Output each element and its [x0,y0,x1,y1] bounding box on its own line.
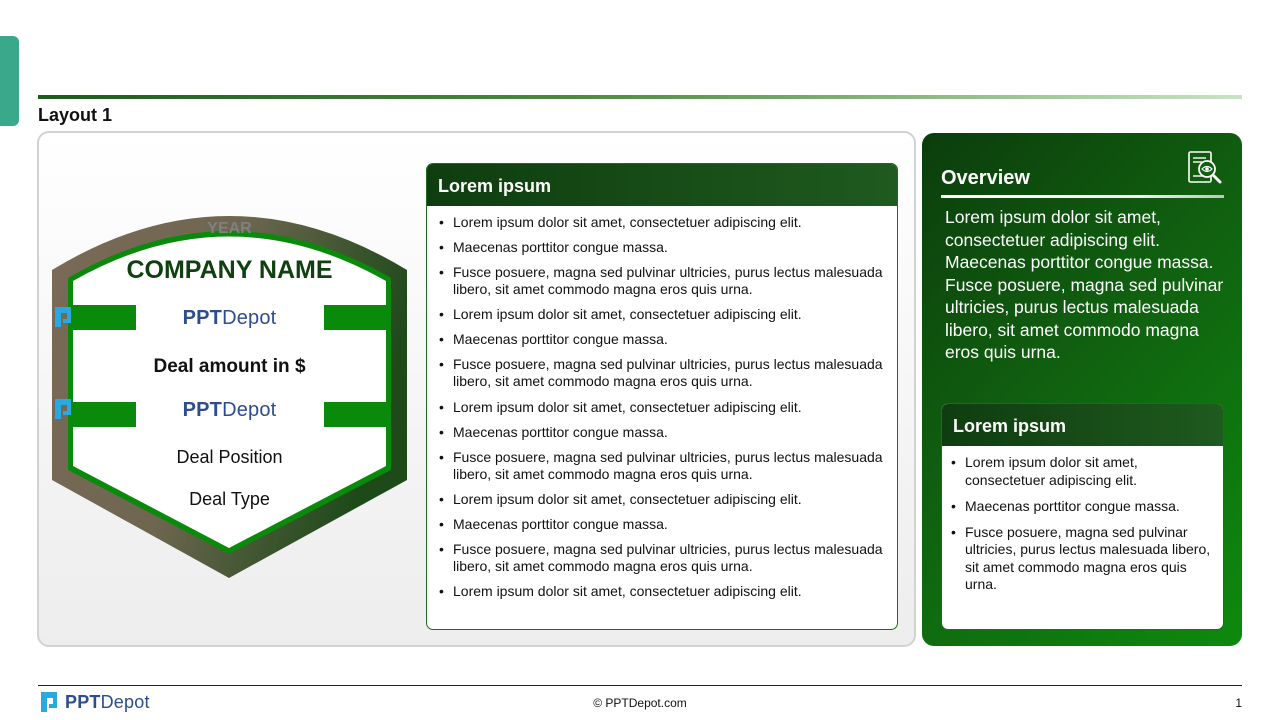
title-divider [38,95,1242,99]
list-item: • Maecenas porttitor congue massa. [951,498,1213,516]
sub-card-bullets [942,446,1223,594]
list-item: • Fusce posuere, magna sed pulvinar ultricies, purus lectus malesuada libero, sit amet commodo magna eros quis urna. [439,356,887,390]
page-number: 1 [1235,696,1242,710]
side-accent-tab [0,36,19,126]
list-item: • Fusce posuere, magna sed pulvinar ultricies, purus lectus malesuada libero, sit amet commodo magna eros quis urna. [951,524,1213,594]
lorem-list-card [426,163,898,630]
list-item: • Maecenas porttitor congue massa. [439,331,887,348]
badge-deal-type: Deal Type [189,489,270,509]
badge-company-name: COMPANY NAME [126,256,333,284]
list-item: • Fusce posuere, magna sed pulvinar ultricies, purus lectus malesuada libero, sit amet commodo magna eros quis urna. [439,264,887,298]
sub-card-header: Lorem ipsum [942,404,1223,446]
list-item: • Maecenas porttitor congue massa. [439,516,887,533]
copyright-text: © PPTDepot.com [593,696,687,710]
list-item: • Lorem ipsum dolor sit amet, consectetuer adipiscing elit. [439,491,887,508]
overview-divider [941,195,1224,198]
logo-wordmark: PPTDepot [65,691,150,712]
overview-text: Lorem ipsum dolor sit amet, consectetuer adipiscing elit. Maecenas porttitor congue massa. Fusce posuere, magna sed pulvinar ultricies, purus lectus malesuada libero, sit amet commodo magna eros quis urna. [945,207,1224,362]
overview-sub-card [941,403,1224,630]
overview-title: Overview [941,167,1030,189]
footer-divider [38,685,1242,686]
badge-year: YEAR [207,220,252,237]
document-search-icon [1186,150,1224,188]
list-item: • Lorem ipsum dolor sit amet, consectetuer adipiscing elit. [439,214,887,231]
badge-deal-amount: Deal amount in $ [153,356,306,377]
list-item: • Lorem ipsum dolor sit amet, consectetuer adipiscing elit. [439,399,887,416]
list-item: • Lorem ipsum dolor sit amet, consectetuer adipiscing elit. [439,306,887,323]
slide-title: Layout 1 [38,105,113,125]
badge-logo-top [52,304,407,332]
overview-panel [922,133,1242,646]
list-item: • Fusce posuere, magna sed pulvinar ultricies, purus lectus malesuada libero, sit amet commodo magna eros quis urna. [439,541,887,575]
badge-deal-position: Deal Position [176,447,283,467]
list-card-bullets [427,206,897,600]
list-item: • Lorem ipsum dolor sit amet, consectetuer adipiscing elit. [951,454,1213,489]
badge-logo-bottom [52,396,407,424]
list-item: • Lorem ipsum dolor sit amet, consectetuer adipiscing elit. [439,583,887,600]
pptdepot-logo-icon [52,396,74,422]
company-badge [52,198,407,580]
pptdepot-logo-icon [52,304,74,330]
list-card-header: Lorem ipsum [427,164,897,206]
list-item: • Fusce posuere, magna sed pulvinar ultricies, purus lectus malesuada libero, sit amet commodo magna eros quis urna. [439,449,887,483]
logo-wordmark: PPTDepot [182,398,277,421]
list-item: • Maecenas porttitor congue massa. [439,424,887,441]
logo-wordmark: PPTDepot [182,306,277,329]
list-item: • Maecenas porttitor congue massa. [439,239,887,256]
